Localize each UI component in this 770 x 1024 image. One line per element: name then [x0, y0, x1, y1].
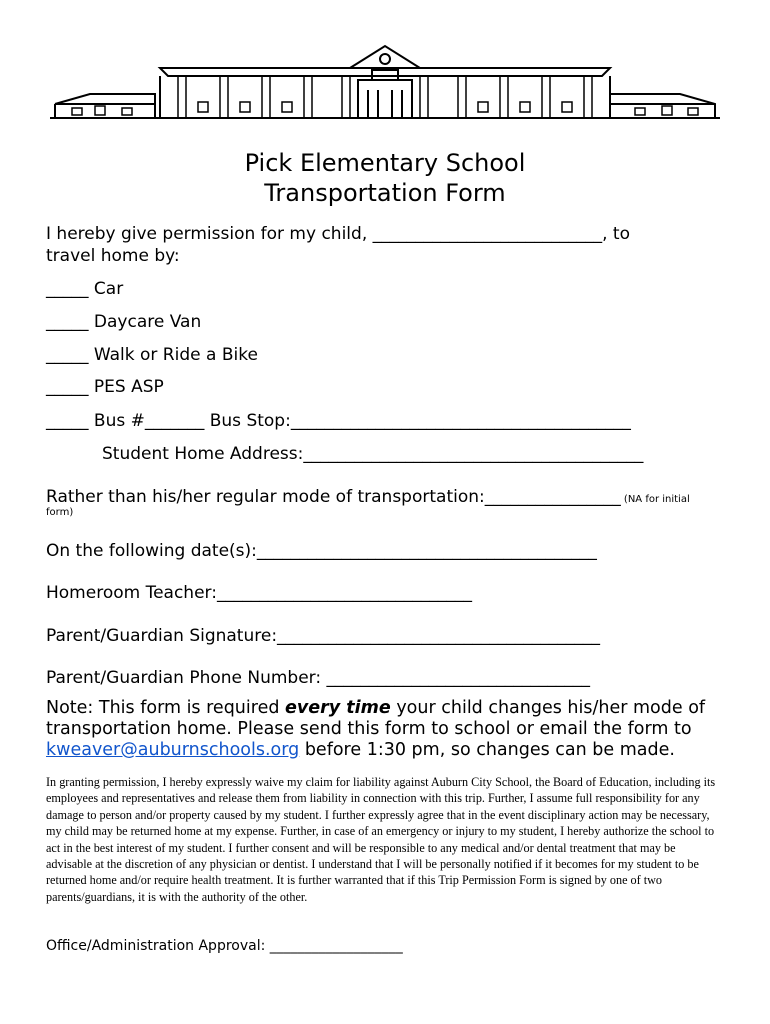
rather-than-field[interactable] [46, 487, 690, 507]
rather-than-label: Rather than his/her regular mode of transportation:________________ [46, 487, 621, 507]
option-daycare-van[interactable]: _____ Daycare Van [46, 312, 202, 332]
dates-field[interactable]: On the following date(s):________________________________________ [46, 541, 597, 561]
form-title-line1: Pick Elementary School [244, 149, 526, 177]
parent-signature-field[interactable]: Parent/Guardian Signature:______________________________________ [46, 626, 601, 646]
na-note-continued: form) [46, 507, 74, 518]
na-note: (NA for initial [620, 494, 690, 505]
email-link[interactable]: kweaver@auburnschools.org [46, 740, 300, 760]
permission-line: I hereby give permission for my child, ___________________________, to [46, 224, 631, 244]
office-approval-field[interactable]: Office/Administration Approval: ___________________ [46, 938, 403, 954]
note-emphasis: every time [285, 698, 391, 718]
note-suffix: before 1:30 pm, so changes can be made. [299, 740, 675, 760]
note-prefix: Note: This form is required [46, 698, 286, 718]
liability-waiver: In granting permission, I hereby expressly waive my claim for liability against Auburn City School, the Board of Education, including its employees and representatives and release them from liability in connection with this trip. Further, I assume full responsibility for any damage to person and/or property caused by my student. I further expressly agree that in the event disciplinary action may be necessary, my child may be returned home at my expense. Further, in case of an emergency or injury to my student, I hereby authorize the school to act in the best interest of my student. I further consent and will be responsible to any medical and/or dental treatment that may be advisable at the discretion of any physician or dentist. I understand that I will be personally notified if it becomes for my student to be returned home and/or require health treatment. It is further warranted that if this Trip Permission Form is signed by one of two parents/guardians, it is with the authority of the other. [46, 775, 716, 904]
option-pes-asp[interactable]: _____ PES ASP [46, 377, 164, 397]
note-paragraph [46, 698, 736, 761]
form-title-line2: Transportation Form [264, 179, 506, 207]
student-home-address-field[interactable]: Student Home Address:________________________________________ [102, 444, 644, 464]
option-car[interactable]: _____ Car [46, 279, 124, 299]
note-middle: your child changes his/her mode of transportation home. Please send this form to school or email the form to [46, 698, 706, 739]
parent-phone-field[interactable]: Parent/Guardian Phone Number: _______________________________ [46, 668, 590, 688]
option-walk-or-bike[interactable]: _____ Walk or Ride a Bike [46, 345, 258, 365]
school-building-logo [50, 40, 720, 120]
homeroom-teacher-field[interactable]: Homeroom Teacher:______________________________ [46, 583, 472, 603]
option-bus[interactable]: _____ Bus #_______ Bus Stop:________________________________________ [46, 411, 631, 431]
permission-line-2: travel home by: [46, 246, 180, 266]
